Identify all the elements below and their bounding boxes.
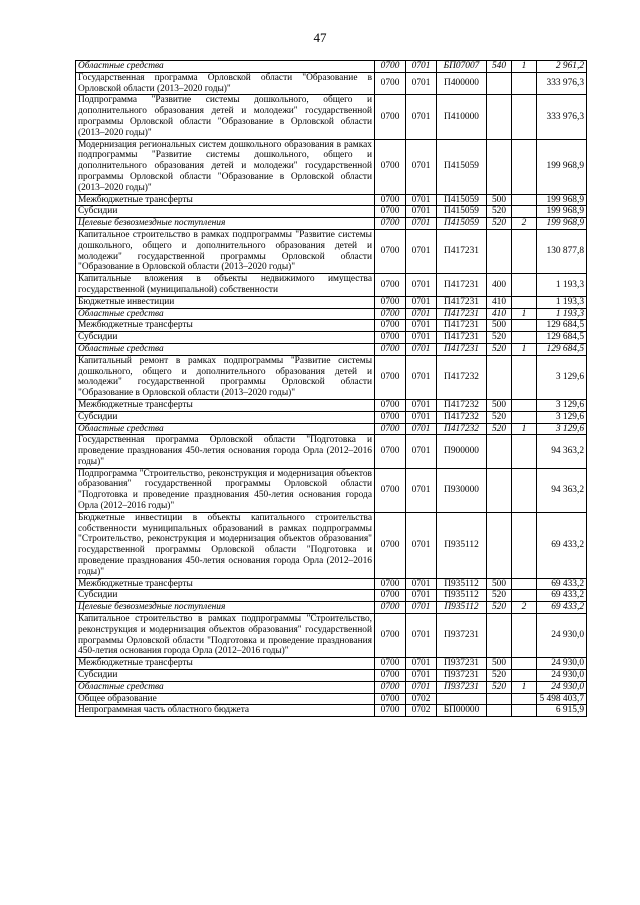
table-row <box>76 194 587 206</box>
source-code-cell <box>512 658 537 670</box>
target-article-cell: П410000 <box>437 95 487 139</box>
expense-type-cell: 540 <box>487 61 512 73</box>
row-name-cell: Областные средства <box>76 681 375 693</box>
subsection-code-cell: 0701 <box>406 308 437 320</box>
amount-cell: 69 433,2 <box>537 512 587 578</box>
section-code-cell: 0700 <box>375 468 406 512</box>
amount-cell: 94 363,2 <box>537 468 587 512</box>
table-row <box>76 468 587 512</box>
table-row <box>76 658 587 670</box>
section-code-cell: 0700 <box>375 274 406 297</box>
section-code-cell: 0700 <box>375 670 406 682</box>
amount-cell: 94 363,2 <box>537 435 587 468</box>
row-name-cell: Капитальный ремонт в рамках подпрограммы "Развитие системы дошкольного, общего и дополнительного образования детей и молодежи" государственной программы Орловской области "Образование в Орловской области (2013–2020 годы)" <box>76 355 375 399</box>
source-code-cell <box>512 229 537 273</box>
source-code-cell <box>512 670 537 682</box>
row-name-cell: Субсидии <box>76 411 375 423</box>
amount-cell: 24 930,0 <box>537 614 587 658</box>
source-code-cell <box>512 614 537 658</box>
subsection-code-cell: 0702 <box>406 705 437 717</box>
subsection-code-cell: 0701 <box>406 218 437 230</box>
amount-cell: 333 976,3 <box>537 95 587 139</box>
row-name-cell: Непрограммная часть областного бюджета <box>76 705 375 717</box>
target-article-cell: П417232 <box>437 423 487 435</box>
amount-cell: 199 968,9 <box>537 206 587 218</box>
target-article-cell: П417232 <box>437 411 487 423</box>
source-code-cell: 2 <box>512 218 537 230</box>
subsection-code-cell: 0701 <box>406 670 437 682</box>
amount-cell: 3 129,6 <box>537 423 587 435</box>
table-row <box>76 578 587 590</box>
section-code-cell: 0700 <box>375 355 406 399</box>
amount-cell: 333 976,3 <box>537 72 587 95</box>
row-name-cell: Субсидии <box>76 332 375 344</box>
target-article-cell: П417231 <box>437 332 487 344</box>
row-name-cell: Целевые безвозмездные поступления <box>76 218 375 230</box>
expense-type-cell: 520 <box>487 423 512 435</box>
expense-type-cell: 500 <box>487 320 512 332</box>
table-row <box>76 614 587 658</box>
source-code-cell <box>512 296 537 308</box>
table-row <box>76 95 587 139</box>
target-article-cell: П937231 <box>437 614 487 658</box>
amount-cell: 69 433,2 <box>537 578 587 590</box>
subsection-code-cell: 0701 <box>406 468 437 512</box>
row-name-cell: Государственная программа Орловской области "Подготовка и проведение празднования 450-летия основания города Орла (2012–2016 годы)" <box>76 435 375 468</box>
row-name-cell: Областные средства <box>76 61 375 73</box>
target-article-cell: П415059 <box>437 206 487 218</box>
subsection-code-cell: 0701 <box>406 512 437 578</box>
section-code-cell: 0700 <box>375 411 406 423</box>
section-code-cell: 0700 <box>375 693 406 705</box>
table-row <box>76 296 587 308</box>
expense-type-cell <box>487 355 512 399</box>
source-code-cell <box>512 590 537 602</box>
subsection-code-cell: 0701 <box>406 206 437 218</box>
row-name-cell: Общее образование <box>76 693 375 705</box>
section-code-cell: 0700 <box>375 320 406 332</box>
row-name-cell: Капитальное строительство в рамках подпрограммы "Строительство, реконструкция и модернизация объектов образования" государственной программы Орловской области "Подготовка и проведение празднования 450-летия основания города Орла (2012–2016 годы)" <box>76 614 375 658</box>
subsection-code-cell: 0701 <box>406 411 437 423</box>
target-article-cell: П417231 <box>437 308 487 320</box>
row-name-cell: Бюджетные инвестиции в объекты капитального строительства собственности муниципальных образований в рамках подпрограммы "Строительство, реконструкция и модернизация объектов образования" государственной программы Орловской области "Подготовка и проведение празднования 450-летия основания города Орла (2012–2016 годы)" <box>76 512 375 578</box>
target-article-cell: П935112 <box>437 578 487 590</box>
expense-type-cell: 500 <box>487 578 512 590</box>
table-row <box>76 590 587 602</box>
section-code-cell: 0700 <box>375 218 406 230</box>
subsection-code-cell: 0702 <box>406 693 437 705</box>
expense-type-cell: 410 <box>487 296 512 308</box>
expense-type-cell: 520 <box>487 670 512 682</box>
target-article-cell: П930000 <box>437 468 487 512</box>
table-body <box>76 61 587 717</box>
source-code-cell <box>512 399 537 411</box>
subsection-code-cell: 0701 <box>406 95 437 139</box>
row-name-cell: Межбюджетные трансферты <box>76 399 375 411</box>
table-row <box>76 411 587 423</box>
table-row <box>76 423 587 435</box>
amount-cell: 199 968,9 <box>537 194 587 206</box>
table-row <box>76 343 587 355</box>
section-code-cell: 0700 <box>375 681 406 693</box>
expense-type-cell: 520 <box>487 681 512 693</box>
row-name-cell: Субсидии <box>76 670 375 682</box>
source-code-cell <box>512 468 537 512</box>
expense-type-cell <box>487 435 512 468</box>
amount-cell: 3 129,6 <box>537 411 587 423</box>
expense-type-cell <box>487 468 512 512</box>
amount-cell: 1 193,3 <box>537 274 587 297</box>
source-code-cell: 1 <box>512 343 537 355</box>
amount-cell: 3 129,6 <box>537 355 587 399</box>
budget-table <box>75 60 587 717</box>
expense-type-cell: 520 <box>487 590 512 602</box>
expense-type-cell: 410 <box>487 308 512 320</box>
subsection-code-cell: 0701 <box>406 658 437 670</box>
expense-type-cell: 500 <box>487 194 512 206</box>
table-row <box>76 206 587 218</box>
row-name-cell: Субсидии <box>76 206 375 218</box>
expense-type-cell <box>487 139 512 194</box>
section-code-cell: 0700 <box>375 614 406 658</box>
row-name-cell: Субсидии <box>76 590 375 602</box>
source-code-cell <box>512 411 537 423</box>
table-row <box>76 308 587 320</box>
target-article-cell: П417231 <box>437 296 487 308</box>
section-code-cell: 0700 <box>375 61 406 73</box>
source-code-cell: 1 <box>512 423 537 435</box>
source-code-cell <box>512 139 537 194</box>
expense-type-cell <box>487 512 512 578</box>
expense-type-cell: 500 <box>487 658 512 670</box>
target-article-cell: П417231 <box>437 343 487 355</box>
target-article-cell: П937231 <box>437 670 487 682</box>
expense-type-cell: 520 <box>487 343 512 355</box>
table-row <box>76 681 587 693</box>
amount-cell: 129 684,5 <box>537 320 587 332</box>
source-code-cell <box>512 95 537 139</box>
row-name-cell: Областные средства <box>76 308 375 320</box>
section-code-cell: 0700 <box>375 399 406 411</box>
amount-cell: 24 930,0 <box>537 658 587 670</box>
section-code-cell: 0700 <box>375 423 406 435</box>
amount-cell: 69 433,2 <box>537 602 587 614</box>
table-row <box>76 320 587 332</box>
subsection-code-cell: 0701 <box>406 399 437 411</box>
section-code-cell: 0700 <box>375 602 406 614</box>
row-name-cell: Капитальное строительство в рамках подпрограммы "Развитие системы дошкольного, общего и дополнительного образования детей и молодежи" государственной программы Орловской области "Образование в Орловской области (2013–2020 годы)" <box>76 229 375 273</box>
section-code-cell: 0700 <box>375 435 406 468</box>
subsection-code-cell: 0701 <box>406 296 437 308</box>
amount-cell: 69 433,2 <box>537 590 587 602</box>
target-article-cell: П935112 <box>437 602 487 614</box>
section-code-cell: 0700 <box>375 332 406 344</box>
table-row <box>76 61 587 73</box>
row-name-cell: Подпрограмма "Строительство, реконструкция и модернизация объектов образования" государственной программы Орловской области "Подготовка и проведение празднования 450-летия основания города Орла (2012–2016 годы)" <box>76 468 375 512</box>
amount-cell: 199 968,9 <box>537 218 587 230</box>
amount-cell: 1 193,3 <box>537 296 587 308</box>
subsection-code-cell: 0701 <box>406 590 437 602</box>
subsection-code-cell: 0701 <box>406 229 437 273</box>
section-code-cell: 0700 <box>375 578 406 590</box>
target-article-cell: П415059 <box>437 194 487 206</box>
expense-type-cell: 520 <box>487 602 512 614</box>
table-row <box>76 512 587 578</box>
subsection-code-cell: 0701 <box>406 61 437 73</box>
row-name-cell: Модернизация региональных систем дошкольного образования в рамках подпрограммы "Развитие системы дошкольного, общего и дополнительного образования детей и молодежи" государственной программы Орловской области "Образование в Орловской области (2013–2020 годы)" <box>76 139 375 194</box>
table-row <box>76 670 587 682</box>
table-row <box>76 435 587 468</box>
section-code-cell: 0700 <box>375 296 406 308</box>
section-code-cell: 0700 <box>375 72 406 95</box>
target-article-cell: П400000 <box>437 72 487 95</box>
source-code-cell <box>512 355 537 399</box>
target-article-cell: П415059 <box>437 218 487 230</box>
section-code-cell: 0700 <box>375 658 406 670</box>
amount-cell: 24 930,0 <box>537 670 587 682</box>
source-code-cell: 1 <box>512 308 537 320</box>
amount-cell: 130 877,8 <box>537 229 587 273</box>
subsection-code-cell: 0701 <box>406 332 437 344</box>
section-code-cell: 0700 <box>375 139 406 194</box>
table-row <box>76 274 587 297</box>
subsection-code-cell: 0701 <box>406 72 437 95</box>
expense-type-cell <box>487 72 512 95</box>
subsection-code-cell: 0701 <box>406 343 437 355</box>
expense-type-cell: 400 <box>487 274 512 297</box>
amount-cell: 129 684,5 <box>537 343 587 355</box>
section-code-cell: 0700 <box>375 308 406 320</box>
subsection-code-cell: 0701 <box>406 578 437 590</box>
target-article-cell: П937231 <box>437 658 487 670</box>
target-article-cell: П417231 <box>437 274 487 297</box>
section-code-cell: 0700 <box>375 512 406 578</box>
table-row <box>76 705 587 717</box>
amount-cell: 2 961,2 <box>537 61 587 73</box>
row-name-cell: Бюджетные инвестиции <box>76 296 375 308</box>
target-article-cell: П900000 <box>437 435 487 468</box>
target-article-cell: П417231 <box>437 229 487 273</box>
table-row <box>76 399 587 411</box>
table-row <box>76 72 587 95</box>
target-article-cell: П935112 <box>437 512 487 578</box>
row-name-cell: Областные средства <box>76 423 375 435</box>
expense-type-cell: 500 <box>487 399 512 411</box>
source-code-cell <box>512 332 537 344</box>
subsection-code-cell: 0701 <box>406 320 437 332</box>
target-article-cell: БП07007 <box>437 61 487 73</box>
target-article-cell: П935112 <box>437 590 487 602</box>
section-code-cell: 0700 <box>375 590 406 602</box>
source-code-cell <box>512 512 537 578</box>
subsection-code-cell: 0701 <box>406 614 437 658</box>
table-row <box>76 355 587 399</box>
source-code-cell <box>512 705 537 717</box>
table-row <box>76 693 587 705</box>
source-code-cell: 2 <box>512 602 537 614</box>
target-article-cell <box>437 693 487 705</box>
table-row <box>76 602 587 614</box>
expense-type-cell: 520 <box>487 411 512 423</box>
row-name-cell: Областные средства <box>76 343 375 355</box>
amount-cell: 5 498 403,7 <box>537 693 587 705</box>
amount-cell: 129 684,5 <box>537 332 587 344</box>
section-code-cell: 0700 <box>375 705 406 717</box>
row-name-cell: Межбюджетные трансферты <box>76 320 375 332</box>
subsection-code-cell: 0701 <box>406 194 437 206</box>
source-code-cell <box>512 435 537 468</box>
row-name-cell: Подпрограмма "Развитие системы дошкольного, общего и дополнительного образования детей и молодежи" государственной программы Орловской области "Образование в Орловской области (2013–2020 годы)" <box>76 95 375 139</box>
target-article-cell: П417231 <box>437 320 487 332</box>
section-code-cell: 0700 <box>375 229 406 273</box>
subsection-code-cell: 0701 <box>406 274 437 297</box>
row-name-cell: Государственная программа Орловской области "Образование в Орловской области (2013–2020 годы)" <box>76 72 375 95</box>
table-row <box>76 332 587 344</box>
subsection-code-cell: 0701 <box>406 355 437 399</box>
subsection-code-cell: 0701 <box>406 435 437 468</box>
amount-cell: 24 930,0 <box>537 681 587 693</box>
source-code-cell <box>512 320 537 332</box>
subsection-code-cell: 0701 <box>406 423 437 435</box>
amount-cell: 1 193,3 <box>537 308 587 320</box>
subsection-code-cell: 0701 <box>406 139 437 194</box>
subsection-code-cell: 0701 <box>406 681 437 693</box>
target-article-cell: БП00000 <box>437 705 487 717</box>
row-name-cell: Межбюджетные трансферты <box>76 578 375 590</box>
target-article-cell: П415059 <box>437 139 487 194</box>
page-number: 47 <box>313 30 327 45</box>
target-article-cell: П417232 <box>437 399 487 411</box>
expense-type-cell <box>487 705 512 717</box>
amount-cell: 6 915,9 <box>537 705 587 717</box>
source-code-cell <box>512 72 537 95</box>
source-code-cell <box>512 194 537 206</box>
source-code-cell: 1 <box>512 681 537 693</box>
table-row <box>76 229 587 273</box>
expense-type-cell: 520 <box>487 218 512 230</box>
source-code-cell <box>512 274 537 297</box>
target-article-cell: П937231 <box>437 681 487 693</box>
source-code-cell <box>512 206 537 218</box>
amount-cell: 3 129,6 <box>537 399 587 411</box>
expense-type-cell <box>487 229 512 273</box>
expense-type-cell <box>487 614 512 658</box>
expense-type-cell <box>487 95 512 139</box>
expense-type-cell: 520 <box>487 332 512 344</box>
section-code-cell: 0700 <box>375 95 406 139</box>
expense-type-cell <box>487 693 512 705</box>
section-code-cell: 0700 <box>375 343 406 355</box>
table-row <box>76 218 587 230</box>
amount-cell: 199 968,9 <box>537 139 587 194</box>
expense-type-cell: 520 <box>487 206 512 218</box>
subsection-code-cell: 0701 <box>406 602 437 614</box>
section-code-cell: 0700 <box>375 194 406 206</box>
source-code-cell <box>512 578 537 590</box>
source-code-cell: 1 <box>512 61 537 73</box>
row-name-cell: Межбюджетные трансферты <box>76 194 375 206</box>
source-code-cell <box>512 693 537 705</box>
target-article-cell: П417232 <box>437 355 487 399</box>
table-row <box>76 139 587 194</box>
row-name-cell: Целевые безвозмездные поступления <box>76 602 375 614</box>
row-name-cell: Межбюджетные трансферты <box>76 658 375 670</box>
section-code-cell: 0700 <box>375 206 406 218</box>
row-name-cell: Капитальные вложения в объекты недвижимого имущества государственной (муниципальной) собственности <box>76 274 375 297</box>
